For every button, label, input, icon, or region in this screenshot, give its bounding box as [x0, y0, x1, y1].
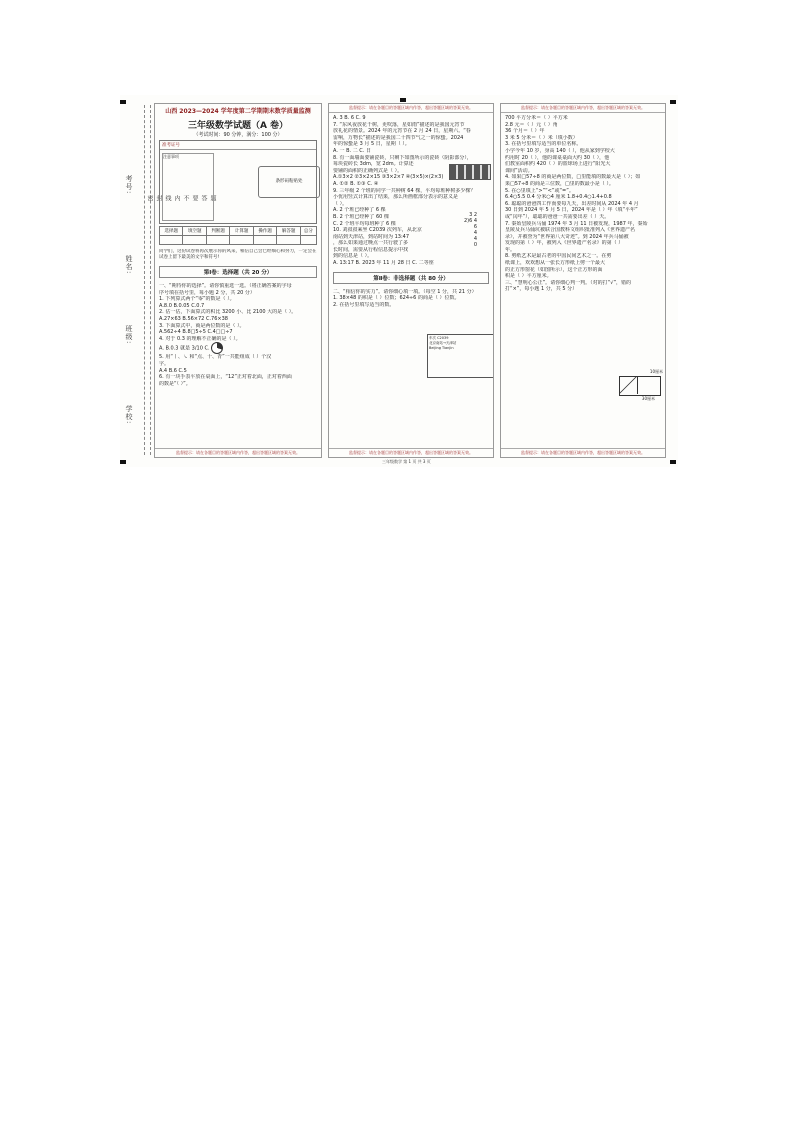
question-line: A. 13:17 B. 2023 年 11 月 28 日 C. 二等座 [333, 260, 434, 267]
figure-label-top: 10厘米 [649, 369, 663, 374]
section-intro: 序号填在括号里，每小题 2 分，共 20 分） [159, 289, 255, 296]
rectangle-figure [619, 369, 663, 401]
question-line: 积是（ ）平方厘米。 [505, 273, 552, 280]
question-line: 6.4○5.5 0.4 分米○4 厘米 1.8+0.4○1.4+0.8 [505, 194, 612, 201]
score-cell[interactable] [277, 236, 300, 245]
section1-title: 第Ⅰ卷：选择题（共 20 分） [159, 266, 317, 278]
score-header: 操作题 [253, 227, 276, 236]
question-line: 7. 秦始皇陵兵马俑 1974 年 3 月 11 日被发现，1987 年，秦始 [505, 220, 648, 227]
question-line: 纸课上，欢欢想从一张长方形纸上剪一个最大 [505, 260, 606, 267]
figure-label-bottom: 30厘米 [641, 396, 655, 401]
question-line: 放礼花的情景。2024 年的元宵节在 2 月 24 日，星期六。“春 [333, 128, 471, 135]
column-footer: 监督提示：请在各题目的答题区域内作答，超出答题区域的答案无效。 [155, 448, 321, 457]
question-line: 6. 聪聪的爸爸四工作而要每九天，出差时间从 2024 年 4 月 [505, 200, 639, 207]
question-line: A. 3 B. 6 C. 9 [333, 115, 366, 121]
question-line: 每块瓷砖长 3dm，宽 2dm。计算还 [333, 161, 414, 168]
question-line: 30 日到 2024 年 5 月 5 日，2024 年是（ ）年（填“平年” [505, 207, 638, 214]
question-line: 2. 估一估，下面算式的积比 3200 小、比 2100 大的是（ ）。 [159, 309, 297, 316]
page-footer: 三年级数学 第 1 页 共 3 页 [382, 459, 431, 464]
question-line: 三、“慧明心公正”。请你细心判一判。（对的打“√”，错的 [505, 279, 632, 286]
column-2 [328, 103, 494, 458]
encourage-text: 同学们，这份试卷将再次展示你的风采，相信自己会已经细心和努力，一定会在试卷上留下最美的文字和符号! [159, 249, 317, 260]
question-line: 果□57÷8 的商是三位数，□里的数最小是（ ）。 [505, 180, 614, 187]
question-line: 700 平方分米＝（ ）平方米 [505, 115, 568, 121]
score-cell[interactable] [300, 236, 316, 245]
question-line: B. 2 个班已经种了 60 棵 [333, 213, 389, 220]
question-line: A. 一 B. 二 C. 日 [333, 147, 371, 154]
question-line: 皇陵及兵马俑坑被联合国教科文组织批准列入《世界遗产名 [505, 227, 636, 234]
section-intro: 一、“期待你的选择”。请你慎重选一选。（将正确答案的字母 [159, 283, 292, 289]
seal-text: 题 答 要 不 内 线 封 密 [146, 195, 216, 202]
score-cell[interactable] [183, 236, 206, 245]
question-line: 3 米 5 分米＝（ ）米（填小数） [505, 134, 578, 141]
column-3 [500, 103, 666, 458]
score-cell[interactable] [160, 236, 183, 245]
question-line: 年。 [505, 246, 516, 253]
question-line: 4. 对于 0.3 的理解不正确的是（ ）。 [159, 335, 241, 342]
exam-info: （考试时间：90 分钟，满分：100 分） [193, 132, 283, 138]
question-line: 小优用竖式计算出了结果，那么所画框部分表示的意义是 [333, 194, 459, 201]
paper-title: 三年级数学试题（A 卷） [187, 121, 289, 131]
question-line: 打“×”，每小题 1 分，共 5 分） [505, 286, 578, 293]
question-line: 8. 有一面墙面要铺瓷砖，只剩下如图所示的瓷砖（阴影部分）， [333, 154, 472, 161]
question-line: 要铺的面积的正确列式是（ ）。 [333, 167, 403, 174]
tile-figure [449, 164, 491, 180]
exam-number-label: 考号: [125, 175, 133, 195]
question-line: 字。 [159, 360, 170, 367]
column-header: 监督提示：请在各题目的答题区域内作答，超出答题区域的答案无效。 [501, 104, 665, 113]
question-line: A.8.0 B.0.05 C.0.7 [159, 302, 205, 309]
question-line: 4. 如果□57÷8 的商是两位数，□里能填的数最大是（ ）；如 [505, 174, 641, 181]
barcode-area: 条形码粘贴处 [258, 166, 320, 198]
question-line: 1. 38×48 的积是（ ）位数；624÷6 的商是（ ）位数。 [333, 295, 460, 302]
question-line: A. B.0.3 就是 3/10 C. [159, 342, 317, 354]
question-line: ，那么如果通过晚点一共行驶了多 [333, 240, 409, 247]
binding-line [144, 105, 145, 455]
question-line: A. 2 个班已经种了 6 棵 [333, 207, 386, 214]
section-intro: 二、“相信你的实力”。请你细心填一填。（每空 1 分，共 21 分） [333, 288, 477, 295]
question-line: 的数是“（ ）”。 [159, 380, 191, 387]
exam-sheet [120, 95, 678, 467]
notes-label: 注意事项 [163, 154, 179, 159]
registration-mark [400, 98, 406, 102]
question-line: 3. 下面算式中，商是两位数的是（ ）。 [159, 322, 245, 329]
question-line: 到的信息是（ ）。 [333, 253, 373, 260]
registration-mark [120, 100, 126, 104]
score-cell[interactable] [253, 236, 276, 245]
registration-mark [670, 100, 676, 104]
question-line: （ ）。 [333, 200, 348, 207]
question-line: 课间”活动。 [505, 167, 533, 174]
column-footer: 监督提示：请在各题目的答题区域内作答，超出答题区域的答案无效。 [329, 448, 493, 457]
pie-figure-icon [211, 342, 223, 354]
score-header: 计算题 [230, 227, 253, 236]
question-line: 长时间，需要从行程信息提示中找 [333, 246, 409, 253]
question-line: 小学今年 10 岁，身高 140（ ），他从家到学校大 [505, 147, 615, 154]
section1-questions [155, 281, 321, 389]
question-line: A.562÷4 B.8□5÷5 C.4□□÷7 [159, 329, 233, 336]
column3-questions [501, 113, 665, 295]
school-label: 学校: [125, 405, 133, 425]
question-line: 8. 剪纸艺术是最古老的中国民间艺术之一。在剪 [505, 253, 612, 260]
question-line: 5. 在○里填上“>”“<”或“=”。 [505, 187, 574, 194]
registration-mark [670, 460, 676, 464]
question-line: 年的惊蛰是 3 月 5 日，星期（ ）。 [333, 141, 410, 148]
score-cell[interactable] [230, 236, 253, 245]
exam-id-box [159, 140, 317, 224]
registration-mark [120, 460, 126, 464]
question-line: C. 2 个班平均每班种了 6 棵 [333, 220, 396, 227]
question-line: 的正方形窗花（如图所示），这个正方形的面 [505, 266, 603, 273]
score-header: 解答题 [277, 227, 300, 236]
score-header: 总分 [300, 227, 316, 236]
question-line: 录》，并被誉为“世界第八大奇迹”。到 2024 年兵马俑被 [505, 233, 629, 240]
score-header: 判断题 [206, 227, 229, 236]
question-line: 2.8 元＝（ ）元（ ）角 [505, 121, 558, 128]
question-line: 南站到天津站，到站时间为 13:47 [333, 233, 409, 240]
score-table [159, 226, 317, 245]
long-division: 3 2 2)6 4 6 4 4 0 [464, 212, 478, 248]
question-line: 9. 三年级 2 个班的同学一共种树 64 棵，平均每班种树多少棵？ [333, 187, 476, 194]
question-line: 雷响，万物长”描述的是我国二十四节气之一的惊蛰。2024 [333, 134, 464, 141]
question-line: 们教室面积约 420（ ）的篮球场上进行“阳光大 [505, 161, 611, 168]
exam-header-title: 山西 2023—2024 学年度第二学期期末数学质量监测 [165, 108, 311, 115]
question-line: A.①3×2 ②3×2×15 ③3×2×7 ④(3×5)×(2×3) [333, 174, 444, 181]
question-line: 10. 刘叔叔乘坐 C2039 次列车，从北京 [333, 227, 422, 234]
column-1 [154, 103, 322, 458]
question-line: 7. “东风夜放花千树，更吹落，星如雨”描述的是我国元宵节 [333, 121, 465, 128]
name-label: 姓名: [125, 255, 133, 275]
question-line: 5. 用“丨、㇏ 和“点、十、青”一共能组成（ ）个汉 [159, 354, 272, 361]
section2-title: 第Ⅱ卷：非选择题（共 80 分） [333, 272, 489, 284]
question-line: 6. 有一块手表平放在桌面上，“12”正对着北面，正对着西面 [159, 374, 292, 381]
column-header: 监督提示：请在各题目的答题区域内作答，超出答题区域的答案无效。 [329, 104, 493, 113]
question-line: 约用时 20（ ），他的课桌桌面大约 30（ ），他 [505, 154, 610, 161]
question-line: 1. 下列算式两个“零”的数是（ ）。 [159, 296, 235, 303]
train-ticket: 车次 C2039 北京南站→天津站 Beijing Tianjin [427, 334, 494, 378]
question-line: 3. 在括号里填写适当的单位名称。 [505, 141, 582, 148]
class-label: 班级: [125, 325, 133, 345]
score-cell[interactable] [206, 236, 229, 245]
question-line: 或“闰年”），聪聪的爸爸一共需要出差（ ）天。 [505, 213, 610, 220]
question-line: 2. 在括号里填写适当的数。 [333, 301, 395, 308]
exam-id-label: 准考证号 [160, 141, 316, 150]
notes-box [162, 153, 214, 221]
binding-line [150, 105, 151, 455]
column-footer: 监督提示：请在各题目的答题区域内作答，超出答题区域的答案无效。 [501, 448, 665, 457]
question-line: A. ①② B. ①③ C. ④ [333, 180, 379, 187]
score-header: 选择题 [160, 227, 183, 236]
question-line: 发现的第（ ）年，被列入《世界遗产名录》的第（ ） [505, 240, 624, 247]
question-line: A.27×63 B.56×72 C.76×38 [159, 315, 228, 322]
question-line: A.4 B.6 C.5 [159, 367, 187, 374]
question-line: 36 个月＝（ ）年 [505, 128, 545, 135]
score-header: 填空题 [183, 227, 206, 236]
